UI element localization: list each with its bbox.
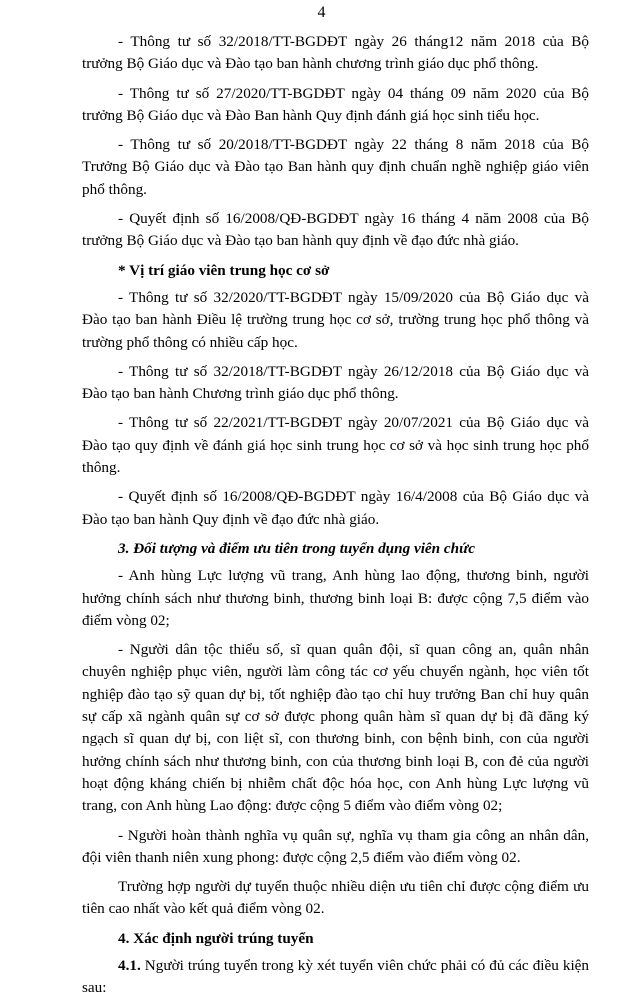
paragraph: - Người hoàn thành nghĩa vụ quân sự, nghĩa vụ tham gia công an nhân dân, đội viên thanh niên xung phong: được cộng 2,5 điểm vào điểm vòng 02. xyxy=(82,826,589,866)
paragraph xyxy=(82,955,589,1000)
paragraph: - Quyết định số 16/2008/QĐ-BGDĐT ngày 16 tháng 4 năm 2008 của Bộ trưởng Bộ Giáo dục và Đào tạo ban hành quy định về đạo đức nhà giáo. xyxy=(82,210,589,250)
paragraph: - Thông tư số 32/2018/TT-BGDĐT ngày 26/12/2018 của Bộ Giáo dục và Đào tạo ban hành Chương trình giáo dục phổ thông. xyxy=(82,362,589,403)
paragraph: - Người dân tộc thiểu số, sĩ quan quân đội, sĩ quan công an, quân nhân chuyên nghiệp phục viên, người làm công tác cơ yếu chuyển ngành, học viên tốt nghiệp đào tạo sỹ quan dự bị, tốt nghiệp đào tạo chỉ huy trưởng Ban chỉ huy quân sự cấp xã ngành quân sự cơ sở được phong quân hàm sĩ quan dự bị đã đăng ký ngạch sĩ quan dự bị, con liệt sĩ, con thương binh, con bệnh binh, con của người hưởng chính sách như thương binh, con của thương binh loại B, con đẻ của người hoạt động kháng chiến bị nhiễm chất độc hóa học, con Anh hùng Lực lượng vũ trang, con Anh hùng Lao động: được cộng 5 điểm vào điểm vòng 02; xyxy=(82,641,589,815)
paragraph: Trường hợp người dự tuyển thuộc nhiều diện ưu tiên chỉ được cộng điểm ưu tiên cao nhất vào kết quả điểm vòng 02. xyxy=(82,878,589,918)
paragraph: - Thông tư số 20/2018/TT-BGDĐT ngày 22 tháng 8 năm 2018 của Bộ Trưởng Bộ Giáo dục và Đào tạo Ban hành quy định chuẩn nghề nghiệp giáo viên phổ thông. xyxy=(82,136,589,198)
clause-number: 4.1. xyxy=(118,956,141,974)
clause-text: Người trúng tuyển trong kỳ xét tuyển viên chức phải có đủ các điều kiện sau: xyxy=(82,956,589,997)
paragraph: - Thông tư số 22/2021/TT-BGDĐT ngày 20/07/2021 của Bộ Giáo dục và Đào tạo quy định về đánh giá học sinh trung học cơ sở và học sinh trung học phổ thông. xyxy=(82,414,589,477)
page-number: 4 xyxy=(317,4,326,21)
paragraph: - Thông tư số 32/2018/TT-BGDĐT ngày 26 tháng12 năm 2018 của Bộ trưởng Bộ Giáo dục và Đào tạo ban hành chương trình giáo dục phổ thông. xyxy=(82,33,589,73)
document-body xyxy=(82,31,589,1007)
section-heading: * Vị trí giáo viên trung học cơ sở xyxy=(118,261,330,279)
paragraph: - Thông tư số 27/2020/TT-BGDĐT ngày 04 tháng 09 năm 2020 của Bộ trưởng Bộ Giáo dục và Đào Ban hành Quy định đánh giá học sinh tiểu học. xyxy=(82,84,589,124)
paragraph: - Quyết định số 16/2008/QĐ-BGDĐT ngày 16/4/2008 của Bộ Giáo dục và Đào tạo ban hành Quy định về đạo đức nhà giáo. xyxy=(82,488,589,528)
paragraph: - Anh hùng Lực lượng vũ trang, Anh hùng lao động, thương binh, người hưởng chính sách như thương binh, thương binh loại B: được cộng 7,5 điểm vào điểm vòng 02; xyxy=(82,567,589,629)
section-heading: 4. Xác định người trúng tuyển xyxy=(118,929,314,947)
section-heading: 3. Đối tượng và điểm ưu tiên trong tuyển dụng viên chức xyxy=(118,539,475,557)
paragraph: - Thông tư số 32/2020/TT-BGDĐT ngày 15/09/2020 của Bộ Giáo dục và Đào tạo ban hành Điều lệ trường trung học cơ sở, trường trung học phổ thông và trường phổ thông có nhiều cấp học. xyxy=(82,288,589,351)
